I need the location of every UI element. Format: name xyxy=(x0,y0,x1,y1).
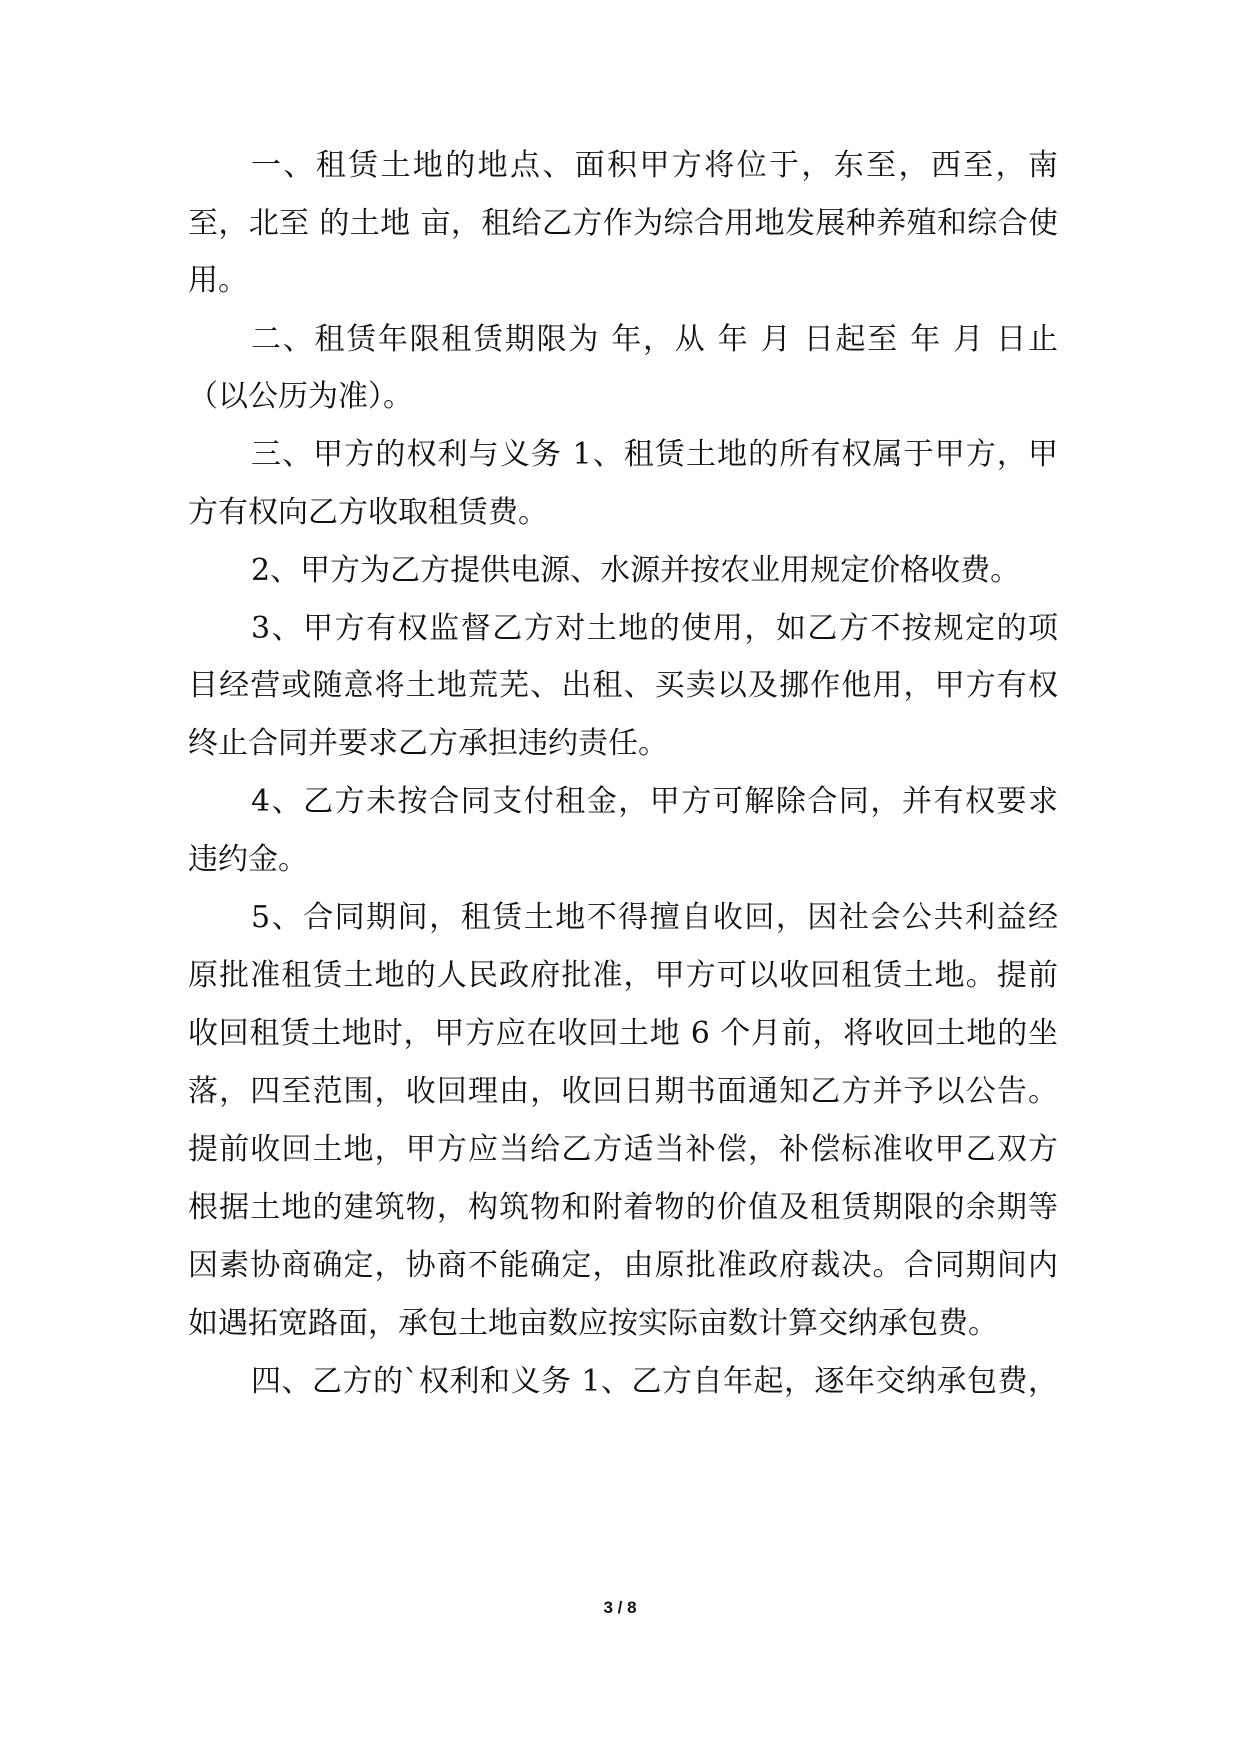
clause-3-item-5-line-7: 因素协商确定，协商不能确定，由原批准政府裁决。合同期间内 xyxy=(188,1248,1058,1283)
clause-3-line-1: 三、甲方的权利与义务 1、租赁土地的所有权属于甲方，甲 xyxy=(251,437,1058,472)
clause-3-item-2: 2、甲方为乙方提供电源、水源并按农业用规定价格收费。 xyxy=(251,553,1021,588)
clause-3-item-3-line-3: 终止合同并要求乙方承担违约责任。 xyxy=(188,726,668,761)
clause-3-item-3-line-2: 目经营或随意将土地荒芜、出租、买卖以及挪作他用，甲方有权 xyxy=(188,668,1058,703)
clause-3-item-5-line-4: 落，四至范围，收回理由，收回日期书面通知乙方并予以公告。 xyxy=(188,1074,1058,1109)
clause-3-item-5-line-6: 根据土地的建筑物，构筑物和附着物的价值及租赁期限的余期等 xyxy=(188,1190,1058,1225)
clause-3-item-5-line-1: 5、合同期间，租赁土地不得擅自收回，因社会公共利益经 xyxy=(251,900,1058,935)
clause-2-line-2: （以公历为准）。 xyxy=(188,379,413,414)
clause-4-line-1: 四、乙方的`权利和义务 1、乙方自年起，逐年交纳承包费， xyxy=(251,1364,1058,1399)
clause-3-item-4-line-1: 4、乙方未按合同支付租金，甲方可解除合同，并有权要求 xyxy=(251,784,1058,819)
clause-1-line-2: 至，北至 的土地 亩，租给乙方作为综合用地发展种养殖和综合使 xyxy=(188,206,1058,241)
clause-3-item-3-line-1: 3、甲方有权监督乙方对土地的使用，如乙方不按规定的项 xyxy=(251,611,1058,646)
clause-3-item-5-line-2: 原批准租赁土地的人民政府批准，甲方可以收回租赁土地。提前 xyxy=(188,958,1058,993)
clause-3-item-5-line-5: 提前收回土地，甲方应当给乙方适当补偿，补偿标准收甲乙双方 xyxy=(188,1132,1058,1167)
clause-1-line-3: 用。 xyxy=(188,263,248,298)
clause-1-line-1: 一、租赁土地的地点、面积甲方将位于，东至，西至，南 xyxy=(251,148,1058,183)
clause-2-line-1: 二、租赁年限租赁期限为 年，从 年 月 日起至 年 月 日止 xyxy=(251,322,1058,357)
clause-3-item-5-line-3: 收回租赁土地时，甲方应在收回土地 6 个月前，将收回土地的坐 xyxy=(188,1016,1058,1051)
page-number: 3 / 8 xyxy=(603,1598,637,1617)
clause-3-item-5-line-8: 如遇拓宽路面，承包土地亩数应按实际亩数计算交纳承包费。 xyxy=(188,1306,998,1341)
clause-3-item-4-line-2: 违约金。 xyxy=(188,842,308,877)
clause-3-line-2: 方有权向乙方收取租赁费。 xyxy=(188,495,548,530)
